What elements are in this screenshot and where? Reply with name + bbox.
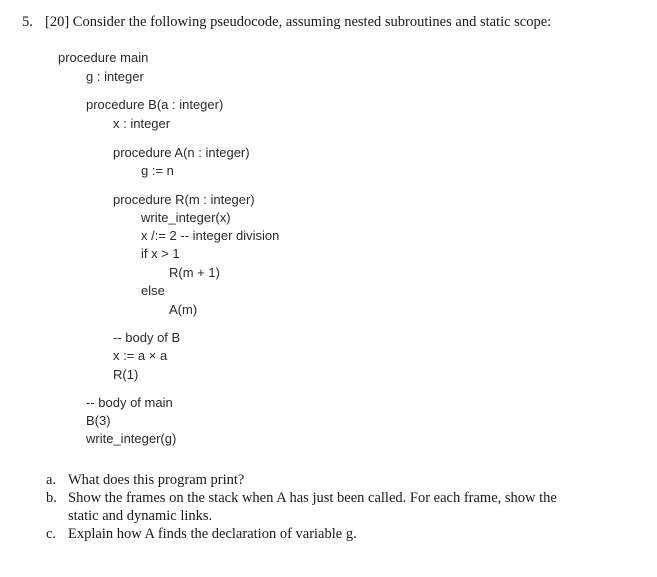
code-line: B(3) <box>86 413 111 428</box>
code-line: R(m + 1) <box>169 265 220 280</box>
code-line: procedure R(m : integer) <box>113 192 255 207</box>
code-line: g : integer <box>86 69 144 84</box>
part-letter: c. <box>46 526 57 542</box>
code-line: write_integer(g) <box>86 431 177 446</box>
code-line: procedure A(n : integer) <box>113 145 250 160</box>
code-line: -- body of main <box>86 395 173 410</box>
question-points: [20] <box>45 14 70 30</box>
code-line: R(1) <box>113 367 139 382</box>
code-line: -- body of B <box>113 330 181 345</box>
code-line: procedure B(a : integer) <box>86 97 224 112</box>
question-number: 5. <box>22 14 33 30</box>
code-line: procedure main <box>58 50 149 65</box>
code-line: else <box>141 283 165 298</box>
part-letter: b. <box>46 490 57 506</box>
part-text: static and dynamic links. <box>68 508 213 524</box>
code-line: write_integer(x) <box>141 210 231 225</box>
code-line: x : integer <box>113 116 171 131</box>
part-text: Show the frames on the stack when A has just been called. For each frame, show the <box>68 490 557 506</box>
code-line: A(m) <box>169 302 198 317</box>
question-prompt <box>45 14 551 31</box>
code-line: if x > 1 <box>141 246 180 261</box>
part-text: Explain how A finds the declaration of variable g. <box>68 526 357 542</box>
code-line: x := a × a <box>113 348 168 363</box>
question-text: Consider the following pseudocode, assuming nested subroutines and static scope: <box>72 14 552 30</box>
code-line: x /:= 2 -- integer division <box>141 228 280 243</box>
code-line: g := n <box>141 163 174 178</box>
part-letter: a. <box>46 472 57 488</box>
part-text: What does this program print? <box>68 472 245 488</box>
